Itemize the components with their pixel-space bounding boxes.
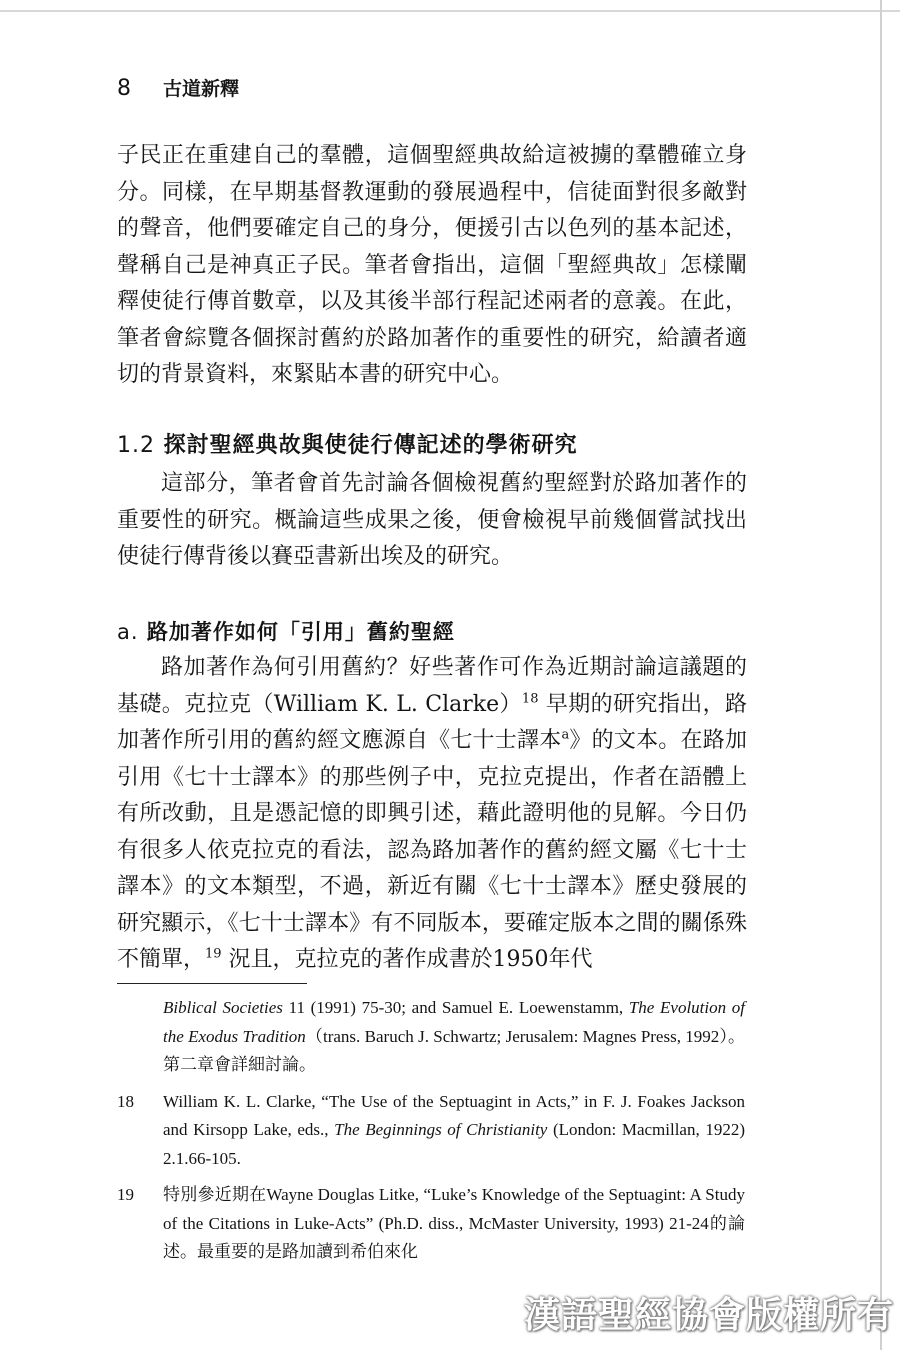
subsection-label: a.: [117, 620, 139, 644]
subsection-paragraph-block: [117, 650, 747, 979]
subsection-title: 路加著作如何「引用」舊約聖經: [146, 620, 455, 644]
footnote-18: [117, 1088, 745, 1174]
footnote-ref-18: 18: [521, 691, 539, 707]
paragraph-text-2: 早期的研究指出，路加著作所引用的舊約經文應源自《七十士譯本: [117, 691, 747, 753]
book-title-italic: The Beginnings of Christianity: [334, 1120, 548, 1139]
running-head: [117, 74, 239, 101]
page-top-edge: [0, 0, 900, 12]
footnote-text: William K. L. Clarke, “The Use of the Septuagint in Acts,” in F. J. Foakes Jackson and Kirsopp Lake, eds.,: [163, 1091, 745, 1139]
footnote-rule: [117, 983, 307, 984]
book-title: 古道新釋: [163, 78, 240, 100]
footnote-ref-19: 19: [205, 946, 222, 962]
paragraph-text-4: 況且，克拉克的著作成書於1950年代: [221, 947, 593, 972]
superscript-a: a: [561, 727, 570, 743]
intro-paragraph: 子民正在重建自己的羣體，這個聖經典故給這被擄的羣體確立身分。同樣，在早期基督教運動的發展過程中，信徒面對很多敵對的聲音，他們要確定自己的身分，便援引古以色列的基本記述，聲稱自己是神真正子民。筆者會指出，這個「聖經典故」怎樣闡釋使徒行傳首數章，以及其後半部行程記述兩者的意義。在此，筆者會綜覽各個探討舊約於路加著作的重要性的研究，給讀者適切的背景資料，來緊貼本書的研究中心。: [117, 143, 747, 387]
footnote-text: （trans. Baruch J. Schwartz; Jerusalem: Magnes Press, 1992）。第二章會詳細討論。: [163, 1026, 745, 1074]
book-title-italic: The Evolution of the Exodus Tradition: [163, 998, 745, 1046]
section-title: 探討聖經典故與使徒行傳記述的學術研究: [163, 433, 578, 458]
section-paragraph: 這部分，筆者會首先討論各個檢視舊約聖經對於路加著作的重要性的研究。概論這些成果之後，便會檢視早前幾個嘗試找出使徒行傳背後以賽亞書新出埃及的研究。: [117, 471, 747, 569]
footnote-continued: [117, 994, 745, 1080]
paragraph-text-1: 路加著作為何引用舊約？好些著作可作為近期討論這議題的基礎。克拉克（William K. L. Clarke）: [117, 655, 747, 717]
section-paragraph-block: [117, 466, 747, 576]
footnote-number: 18: [117, 1091, 134, 1111]
footnote-text: 特別參近期在Wayne Douglas Litke, “Luke’s Knowledge of the Septuagint: A Study of the Citations in Luke-Acts” (Ph.D. diss., McMaster University, 1993) 21-24的論述。最重要的是路加讀到希伯來化: [163, 1185, 745, 1261]
page-number: 8: [117, 76, 131, 101]
footnote-text: (London: Macmillan, 1922) 2.1.66-105.: [163, 1120, 745, 1168]
page-right-edge: [880, 0, 882, 1350]
footnote-number: 19: [117, 1185, 134, 1204]
section-number: 1.2: [117, 433, 155, 458]
intro-paragraph-block: [117, 138, 747, 394]
paragraph-text-3: 》的文本。在路加引用《七十士譯本》的那些例子中，克拉克提出，作者在語體上有所改動，且是憑記憶的即興引述，藉此證明他的見解。今日仍有很多人依克拉克的看法，認為路加著作的舊約經文屬《七十士譯本》的文本類型，不過，新近有關《七十士譯本》歷史發展的研究顯示，《七十士譯本》有不同版本，要確定版本之間的關係殊不簡單，: [117, 728, 747, 972]
copyright-watermark: 漢語聖經協會版權所有: [523, 1295, 894, 1336]
subsection-heading: [117, 616, 455, 646]
footnote-text: 11 (1991) 75-30; and Samuel E. Loewenstamm,: [282, 998, 629, 1017]
journal-title: Biblical Societies: [163, 998, 283, 1017]
section-heading: [117, 428, 578, 459]
footnote-19: [117, 1181, 745, 1267]
footnotes: [117, 994, 745, 1275]
subsection-paragraph: [117, 650, 747, 979]
